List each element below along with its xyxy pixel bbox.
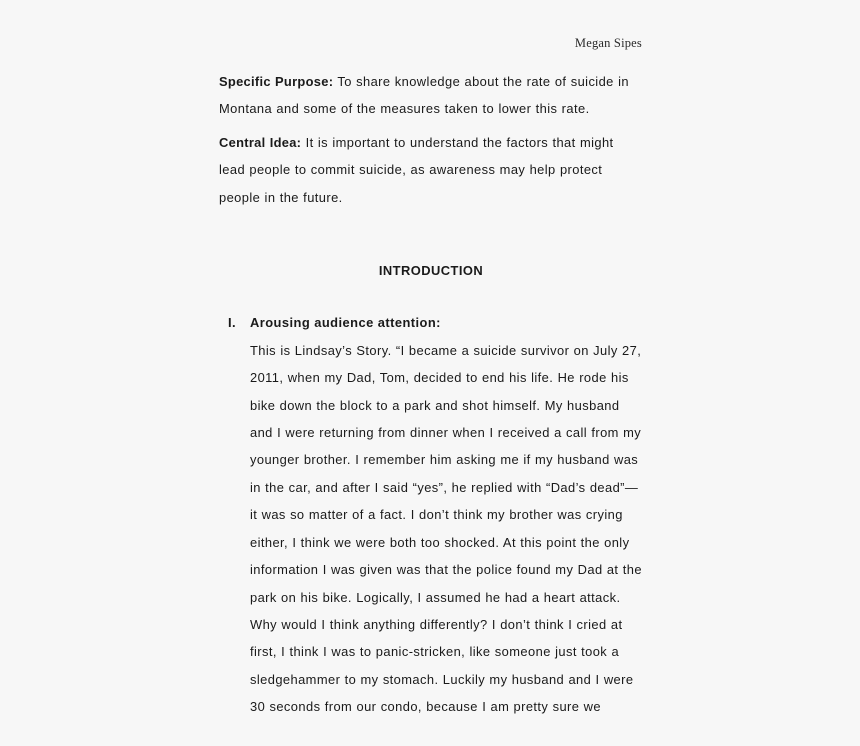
outline-item-1-body: This is Lindsay’s Story. “I became a suicide survivor on July 27, 2011, when my Dad, Tom, decided to end his life. He rode his bike down the block to a park and shot himself. My husband and I were returning from dinner when I received a call from my younger brother. I remember him asking me if my husband was in the car, and after I said “yes”, he replied with “Dad’s dead”—it was so matter of a fact. I don’t think my brother was crying either, I think we were both too shocked. At this point the only information I was given was that the police found my Dad at the park on his bike. Logically, I assumed he had a heart attack. Why would I think anything differently? I don’t think I cried at first, I think I was to panic-stricken, like someone just took a sledgehammer to my stomach. Luckily my husband and I were 30 seconds from our condo, because I am pretty sure we <box>250 342 642 715</box>
outline-item-1 <box>219 309 643 720</box>
document-body <box>219 68 643 721</box>
specific-purpose-text: To share knowledge about the rate of suicide in Montana and some of the measures taken to lower this rate. <box>219 74 629 117</box>
section-spacer <box>219 217 643 257</box>
outline-item-1-numeral: I. <box>228 315 236 331</box>
central-idea-paragraph <box>219 129 643 211</box>
introduction-section-title: INTRODUCTION <box>378 263 484 279</box>
specific-purpose-paragraph <box>219 68 643 123</box>
running-header-author: Megan Sipes <box>574 36 642 50</box>
specific-purpose-label: Specific Purpose: <box>219 74 334 89</box>
central-idea-label: Central Idea: <box>219 134 302 150</box>
heading-spacer <box>219 284 643 309</box>
outline-item-1-heading: Arousing audience attention: <box>250 315 441 331</box>
central-idea-text: It is important to understand the factors that might lead people to commit suicide, as awareness may help protect people in the future. <box>219 134 614 205</box>
